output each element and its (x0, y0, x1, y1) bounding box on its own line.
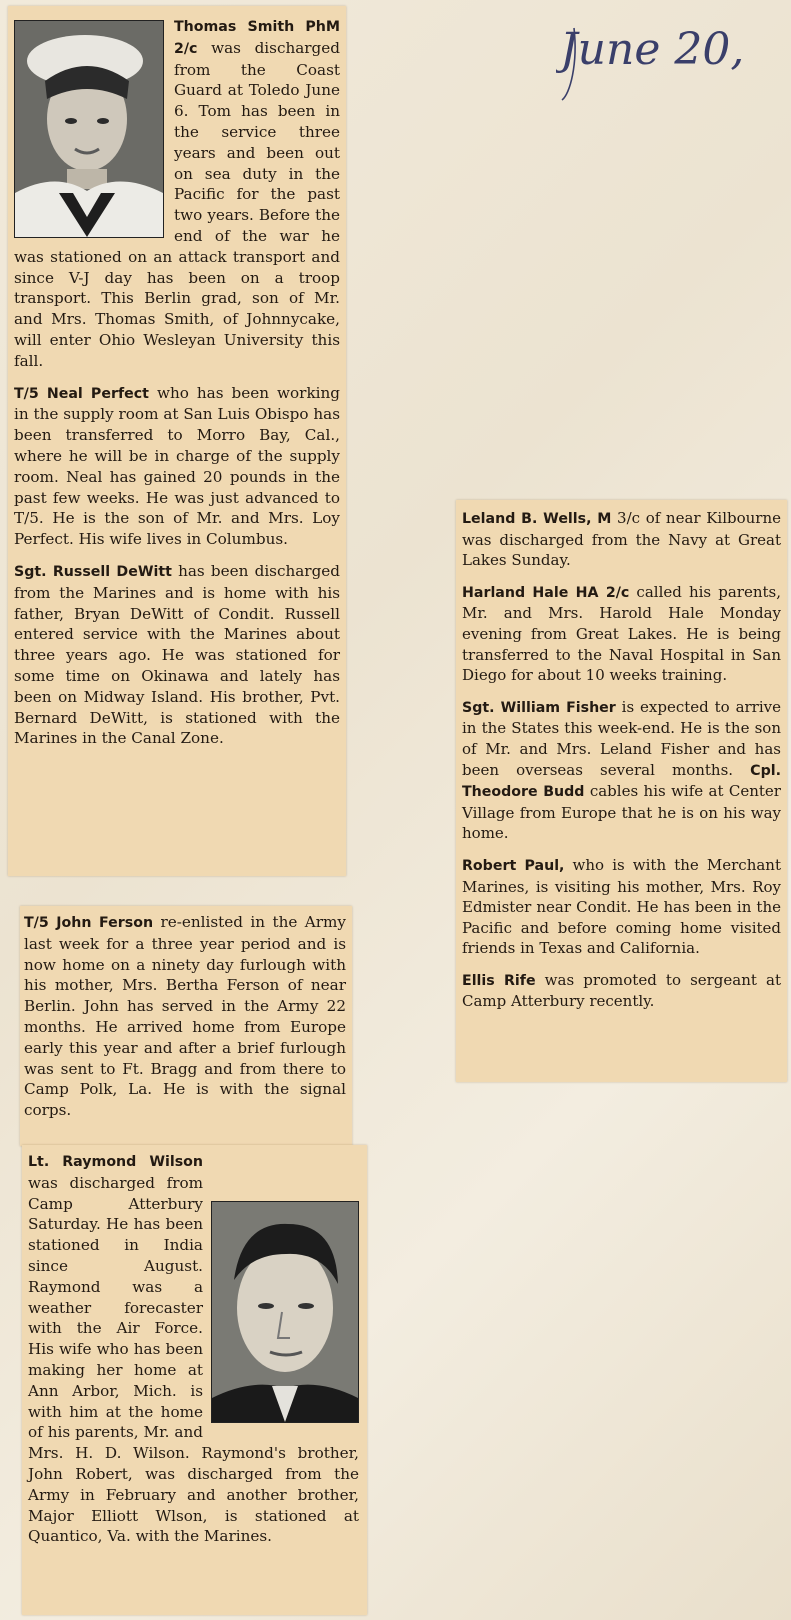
article-robert-paul (462, 855, 781, 959)
article-lead: Harland Hale HA 2/c (462, 584, 630, 601)
article-raymond-wilson (28, 1151, 359, 1547)
article-leland-wells (462, 508, 781, 571)
article-lead: Thomas Smith PhM 2/c (174, 19, 340, 57)
handwritten-date (556, 4, 786, 114)
article-body-secondary: cables his wife at Center Village from Europe that he is on his way home. (462, 782, 781, 843)
handwritten-date-text: June 20, (560, 24, 745, 75)
article-lead: T/5 John Ferson (24, 915, 154, 931)
article-body: called his parents, Mr. and Mrs. Harold Hale Monday evening from Great Lakes. He is being transferred to the Naval Hospital in San Diego for about 10 weeks training. (462, 582, 781, 685)
article-lead: Ellis Rife (462, 972, 536, 989)
article-body: was discharged from Camp Atterbury Saturday. He has been stationed in India since August. Raymond was a weather forecaster with the Air Force. His wife who has been making her home at Ann Arbor, Mich. is with him at the home of his parents, Mr. and Mrs. H. D. Wilson. Raymond's brother, John Robert, was discharged from the Army in February and another brother, Major Elliott Wlson, is stationed at Quantico, Va. with the Marines. (28, 1173, 359, 1546)
article-body: re-enlisted in the Army last week for a three year period and is now home on a ninety day furlough with his mother, Mrs. Bertha Ferson of near Berlin. John has served in the Army 22 months. He arrived home from Europe early this year and after a brief furlough was sent to Ft. Bragg and from there to Camp Polk, La. He is with the signal corps. (24, 913, 346, 1120)
clipping-left-bottom (22, 1145, 367, 1615)
article-lead: Leland B. Wells, M (462, 511, 612, 527)
article-lead: Sgt. William Fisher (462, 699, 616, 716)
article-lead-secondary: Cpl. Theodore Budd (462, 762, 781, 801)
article-lead: T/5 Neal Perfect (14, 385, 149, 402)
article-body: was promoted to sergeant at Camp Atterbury recently. (462, 970, 781, 1011)
photo-raymond-wilson (211, 1201, 359, 1423)
article-body: has been discharged from the Marines and is home with his father, Bryan DeWitt of Condit. Russell entered service with the Marines about three years ago. He was stationed for some time on Okinawa and lately has been on Midway Island. His brother, Pvt. Bernard DeWitt, is stationed with the Marines in the Canal Zone. (14, 561, 341, 748)
article-body: was discharged from the Coast Guard at Toledo June 6. Tom has been in the service three years and been out on sea duty in the Pacific for the past two years. Before the end of the war he was stationed on an attack transport and since V-J day has been on a troop transport. This Berlin grad, son of Mr. and Mrs. Thomas Smith, of Johnnycake, will enter Ohio Wesleyan University this fall. (14, 38, 340, 370)
article-body: who is with the Merchant Marines, is visiting his mother, Mrs. Roy Edmister near Condit. He has been in the Pacific and before coming home visited friends in Texas and California. (462, 855, 781, 958)
article-body: 3/c of near Kilbourne was discharged from the Navy at Great Lakes Sunday. (462, 509, 781, 570)
article-russell-dewitt (14, 561, 340, 749)
article-lead: Lt. Raymond Wilson (28, 1154, 203, 1170)
photo-thomas-smith (14, 20, 164, 238)
handwritten-date-ink (556, 4, 786, 114)
article-lead: Sgt. Russell DeWitt (14, 563, 172, 580)
article-lead: Robert Paul, (462, 857, 565, 874)
clipping-left-middle (20, 906, 352, 1146)
article-body: is expected to arrive in the States this week-end. He is the son of Mr. and Mrs. Leland Fisher and has been overseas several months. (462, 697, 781, 779)
article-neal-perfect (14, 383, 340, 550)
portrait-man-icon (212, 1202, 358, 1422)
article-ellis-rife (462, 970, 781, 1012)
article-harland-hale (462, 582, 781, 686)
article-john-ferson (24, 912, 346, 1121)
article-william-fisher (462, 697, 781, 844)
article-body: who has been working in the supply room at San Luis Obispo has been transferred to Morro Bay, Cal., where he will be in charge of the supply room. Neal has gained 20 pounds in the past few weeks. He was just advanced to T/5. He is the son of Mr. and Mrs. Loy Perfect. His wife lives in Columbus. (14, 383, 341, 549)
portrait-sailor-icon (15, 21, 163, 237)
clipping-right (456, 500, 787, 1082)
article-thomas-smith (14, 16, 340, 372)
clipping-left-top (8, 6, 346, 876)
